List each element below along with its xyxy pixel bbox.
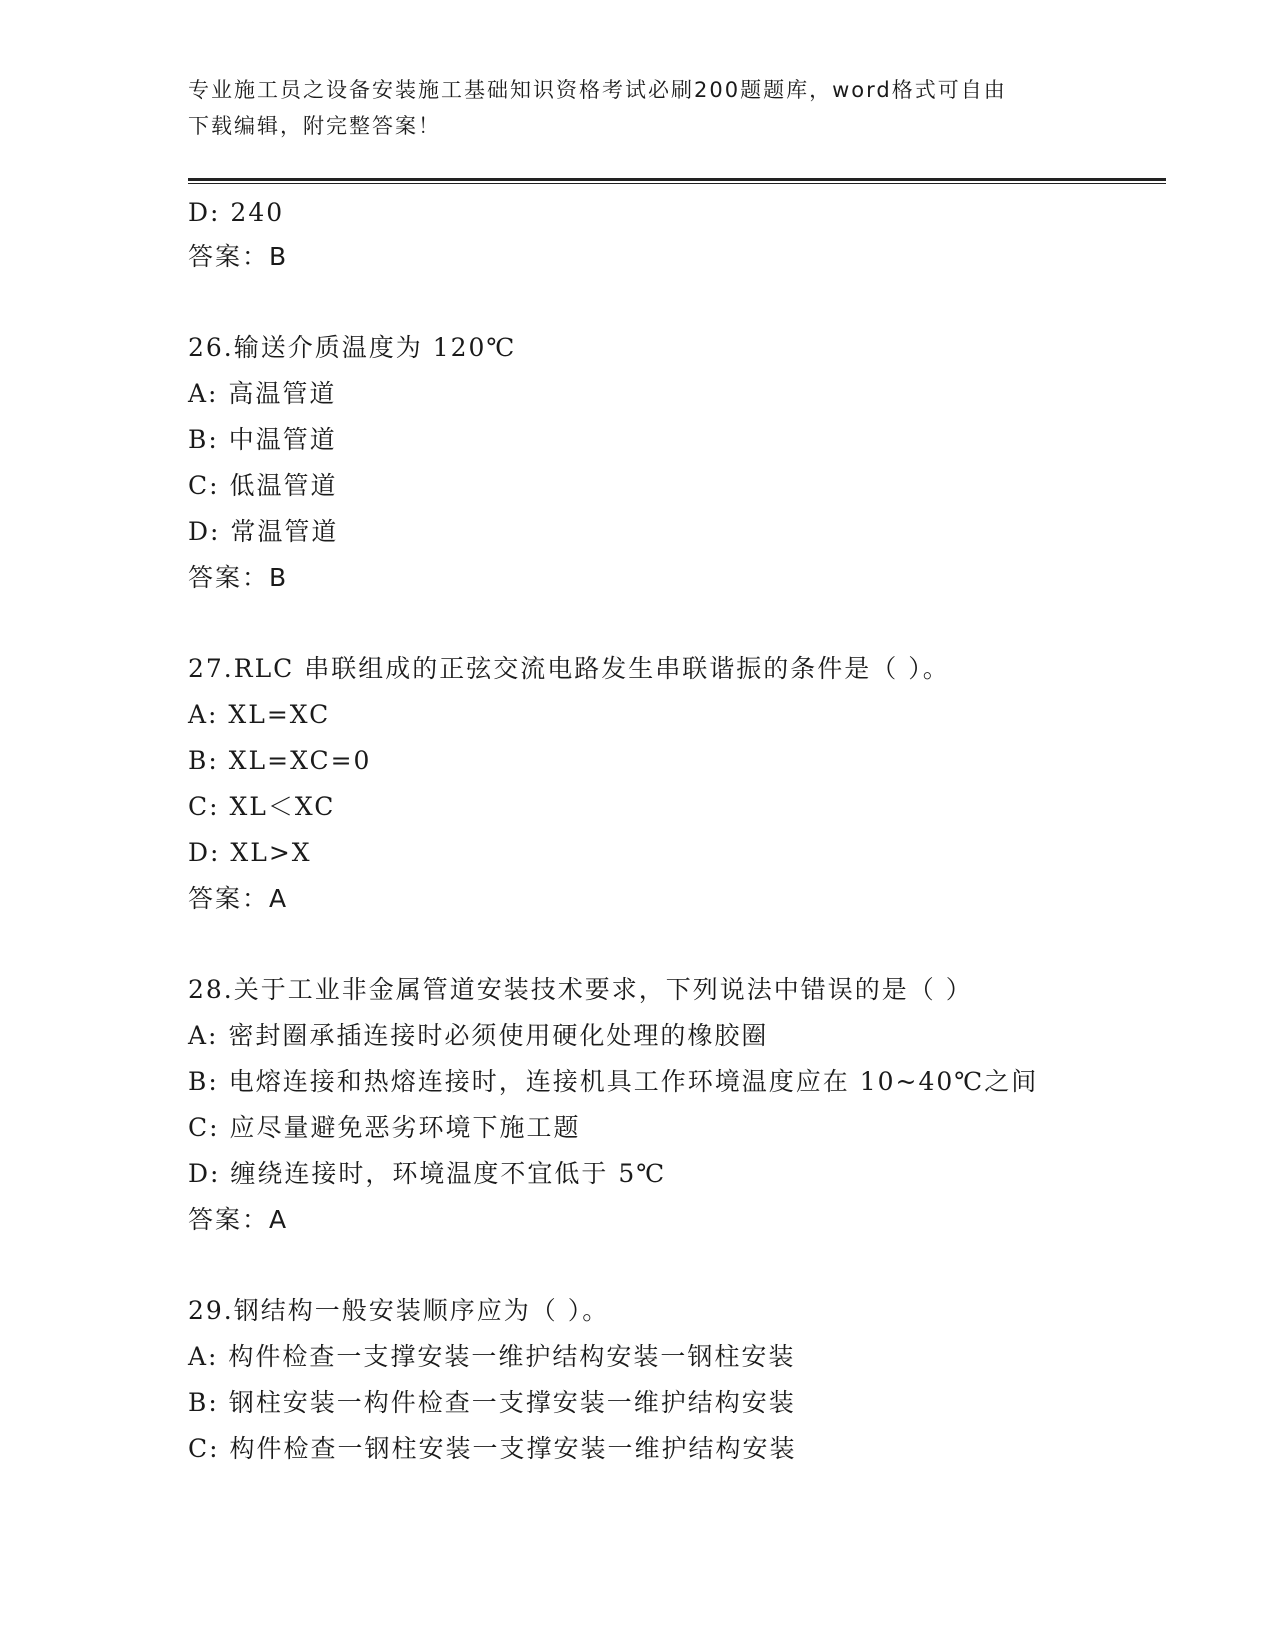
option-d: D: 缠绕连接时，环境温度不宜低于 5℃ [188,1159,667,1188]
answer-line: 答案：A [188,884,289,913]
option-c: C: 构件检查一钢柱安装一支撑安装一维护结构安装 [188,1434,797,1463]
question-27 [188,646,1168,922]
header-divider-thin [188,183,1166,184]
option-d: D: 240 [188,198,285,227]
option-a: A: XL=XC [188,700,331,729]
page-header [188,72,1088,144]
question-28 [188,967,1168,1243]
header-line-1: 专业施工员之设备安装施工基础知识资格考试必刷200题题库，word格式可自由 [188,78,1007,102]
option-b: B: XL=XC=0 [188,746,372,775]
question-stem: 29.钢结构一般安装顺序应为（ ）。 [188,1296,610,1325]
question-stem: 27.RLC 串联组成的正弦交流电路发生串联谐振的条件是（ ）。 [188,654,950,683]
header-divider-thick [188,178,1166,181]
question-26 [188,325,1168,601]
option-a: A: 密封圈承插连接时必须使用硬化处理的橡胶圈 [188,1021,769,1050]
option-c: C: XL＜XC [188,792,336,821]
option-b: B: 中温管道 [188,425,337,454]
option-c: C: 低温管道 [188,471,338,500]
question-29 [188,1288,1168,1472]
answer-line: 答案：B [188,242,289,271]
option-d: D: 常温管道 [188,517,339,546]
option-d: D: XL>X [188,838,312,867]
answer-line: 答案：A [188,1205,289,1234]
option-a: A: 构件检查一支撑安装一维护结构安装一钢柱安装 [188,1342,796,1371]
option-b: B: 电熔连接和热熔连接时，连接机具工作环境温度应在 10~40℃之间 [188,1067,1039,1096]
header-line-2: 下载编辑，附完整答案！ [188,114,441,138]
answer-line: 答案：B [188,563,289,592]
question-stem: 26.输送介质温度为 120℃ [188,333,517,362]
question-stem: 28.关于工业非金属管道安装技术要求，下列说法中错误的是（ ） [188,975,973,1004]
option-a: A: 高温管道 [188,379,337,408]
document-body [188,190,1168,1472]
question-25-tail [188,190,1168,280]
option-b: B: 钢柱安装一构件检查一支撑安装一维护结构安装 [188,1388,796,1417]
option-c: C: 应尽量避免恶劣环境下施工题 [188,1113,581,1142]
